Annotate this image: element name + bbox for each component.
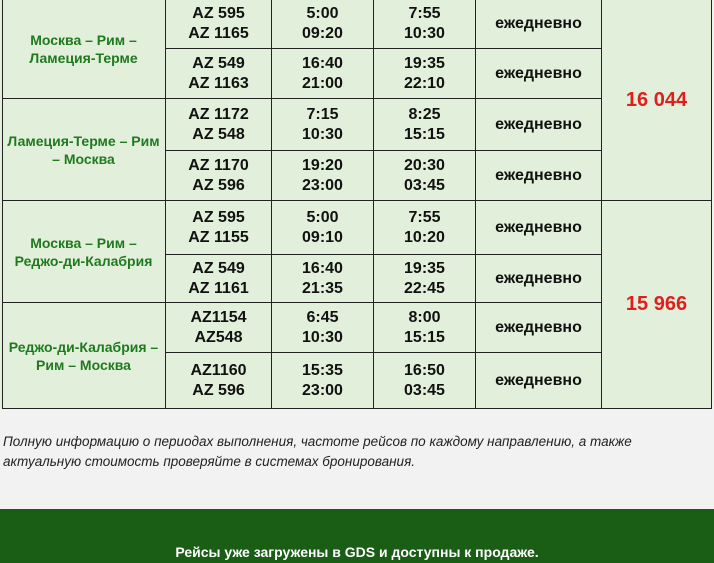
flight-number: AZ 549 xyxy=(192,259,245,277)
arrival-time: 10:30 xyxy=(404,25,445,42)
departure-cell xyxy=(272,255,374,303)
departure-time: 5:00 xyxy=(306,5,339,22)
frequency-cell: ежедневно xyxy=(476,255,602,303)
flight-number: AZ 1172 xyxy=(188,105,249,123)
flight-number: AZ 548 xyxy=(192,125,245,143)
arrival-cell xyxy=(374,353,476,409)
arrival-time: 19:35 xyxy=(404,54,445,72)
arrival-time: 8:25 xyxy=(408,105,441,123)
departure-time: 16:40 xyxy=(302,259,343,277)
frequency-cell: ежедневно xyxy=(476,151,602,201)
departure-cell xyxy=(272,201,374,255)
departure-time: 21:35 xyxy=(302,279,343,297)
arrival-time: 03:45 xyxy=(404,176,445,194)
arrival-time: 15:15 xyxy=(404,125,445,143)
frequency-cell: ежедневно xyxy=(476,99,602,151)
flight-number: AZ 1155 xyxy=(188,228,249,246)
arrival-time: 22:45 xyxy=(404,279,445,297)
arrival-cell xyxy=(374,0,476,49)
arrival-time: 8:00 xyxy=(408,308,441,326)
frequency-cell: ежедневно xyxy=(476,303,602,353)
frequency-cell: ежедневно xyxy=(476,201,602,255)
departure-time: 23:00 xyxy=(302,381,343,399)
flight-numbers-cell xyxy=(166,99,272,151)
departure-time: 23:00 xyxy=(302,176,343,194)
flight-number: AZ 595 xyxy=(192,5,245,22)
departure-time: 5:00 xyxy=(306,208,339,226)
route-name-cell: Москва – Рим – Ламеция-Терме xyxy=(2,0,166,99)
departure-time: 09:10 xyxy=(302,228,343,246)
departure-time: 10:30 xyxy=(302,328,343,346)
info-note: Полную информацию о периодах выполнения, частоте рейсов по каждому направлению, а также актуальную стоимость проверяйте в системах бронирования. xyxy=(3,434,632,469)
flight-number: AZ1154 xyxy=(190,308,247,326)
flight-number: AZ 1165 xyxy=(188,25,249,42)
departure-cell xyxy=(272,151,374,201)
flight-number: AZ 1163 xyxy=(188,74,249,92)
departure-time: 16:40 xyxy=(302,54,343,72)
flight-numbers-cell xyxy=(166,353,272,409)
departure-time: 10:30 xyxy=(302,125,343,143)
flight-numbers-cell xyxy=(166,303,272,353)
arrival-time: 10:20 xyxy=(404,228,445,246)
departure-time: 09:20 xyxy=(302,25,343,42)
flight-numbers-cell xyxy=(166,49,272,99)
footer-banner xyxy=(0,509,714,563)
departure-cell xyxy=(272,303,374,353)
arrival-cell xyxy=(374,303,476,353)
flight-numbers-cell xyxy=(166,0,272,49)
flight-numbers-cell xyxy=(166,255,272,303)
price-cell: 16 044 xyxy=(602,0,712,201)
arrival-cell xyxy=(374,49,476,99)
route-name-cell: Ламеция-Терме – Рим – Москва xyxy=(2,99,166,201)
arrival-cell xyxy=(374,99,476,151)
flight-number: AZ 596 xyxy=(192,381,245,399)
departure-cell xyxy=(272,49,374,99)
route-name-cell: Москва – Рим – Реджо-ди-Калабрия xyxy=(2,201,166,303)
arrival-time: 19:35 xyxy=(404,259,445,277)
arrival-time: 15:15 xyxy=(404,328,445,346)
flight-number: AZ 1161 xyxy=(188,279,249,297)
flight-number: AZ 595 xyxy=(192,208,245,226)
flight-number: AZ 1170 xyxy=(188,156,249,174)
frequency-cell: ежедневно xyxy=(476,353,602,409)
flight-numbers-cell xyxy=(166,201,272,255)
departure-cell xyxy=(272,353,374,409)
departure-time: 15:35 xyxy=(302,361,343,379)
frequency-cell: ежедневно xyxy=(476,49,602,99)
arrival-time: 20:30 xyxy=(404,156,445,174)
arrival-cell xyxy=(374,201,476,255)
arrival-time: 16:50 xyxy=(404,361,445,379)
departure-time: 19:20 xyxy=(302,156,343,174)
departure-time: 21:00 xyxy=(302,74,343,92)
flight-number: AZ1160 xyxy=(190,361,247,379)
arrival-time: 22:10 xyxy=(404,74,445,92)
price-cell: 15 966 xyxy=(602,201,712,409)
arrival-cell xyxy=(374,255,476,303)
frequency-cell: ежедневно xyxy=(476,0,602,49)
arrival-time: 7:55 xyxy=(408,5,441,22)
departure-time: 7:15 xyxy=(306,105,339,123)
arrival-cell xyxy=(374,151,476,201)
flight-number: AZ 549 xyxy=(192,54,245,72)
flight-number: AZ 596 xyxy=(192,176,245,194)
flight-numbers-cell xyxy=(166,151,272,201)
footer-text: Рейсы уже загружены в GDS и доступны к продаже. xyxy=(175,544,539,560)
route-name-cell: Реджо-ди-Калабрия – Рим – Москва xyxy=(2,303,166,409)
departure-cell xyxy=(272,0,374,49)
departure-cell xyxy=(272,99,374,151)
departure-time: 6:45 xyxy=(306,308,339,326)
arrival-time: 7:55 xyxy=(408,208,441,226)
flight-number: AZ548 xyxy=(194,328,243,346)
arrival-time: 03:45 xyxy=(404,381,445,399)
